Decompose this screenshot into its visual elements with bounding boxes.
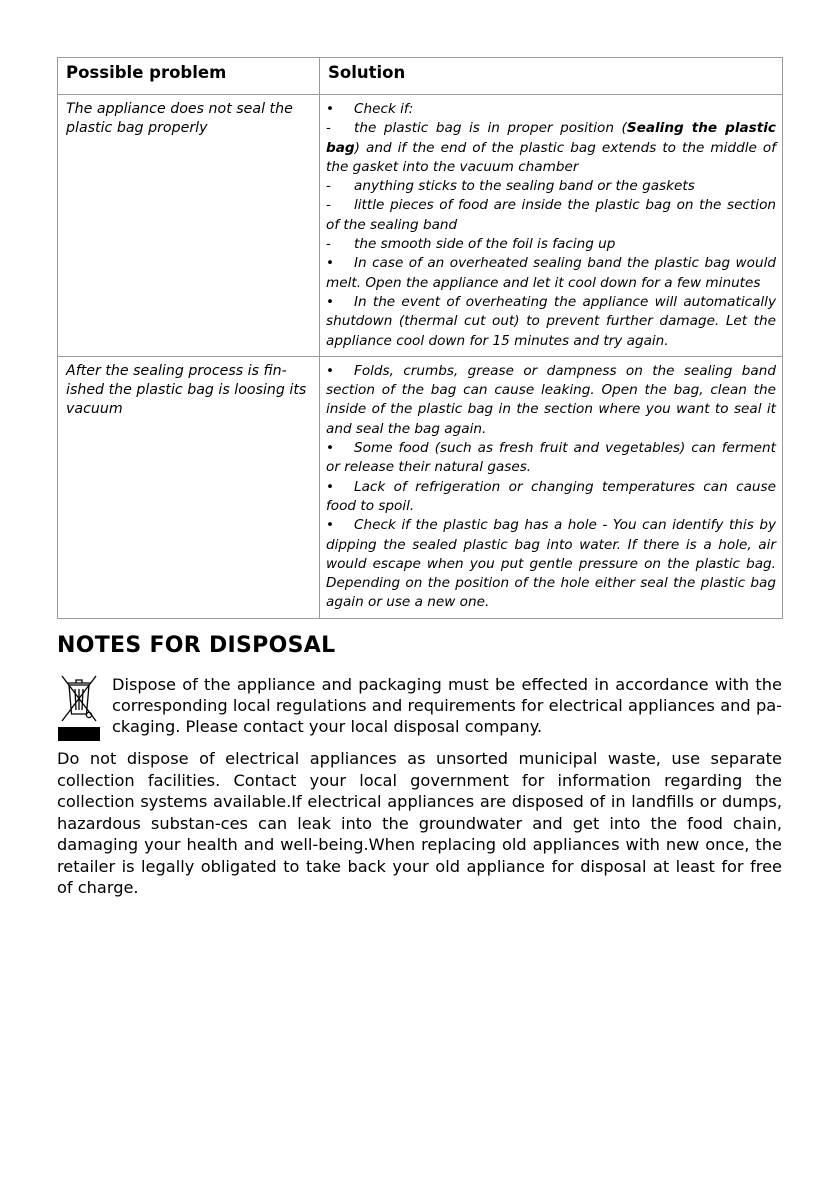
dash-marker: - — [326, 178, 331, 195]
solution-item: • Some food (such as fresh fruit and vegetables) can ferment or release their natural gases. — [326, 440, 776, 476]
solution-item: - the smooth side of the foil is facing up — [326, 235, 776, 254]
dash-marker: - — [326, 197, 331, 214]
solution-cell — [320, 95, 783, 357]
solution-item: • Check if the plastic bag has a hole - You can identify this by dipping the sealed plastic bag into water. If there is a hole, air would escape when you put gentle pressure on the plastic bag. Depending on the position of the hole either seal the plastic bag again or use a new one. — [326, 517, 776, 611]
troubleshooting-table — [57, 57, 783, 619]
table-row — [58, 95, 783, 357]
table-row — [58, 356, 783, 618]
header-possible-problem: Possible problem — [58, 58, 320, 95]
solution-item: • In the event of overheating the appliance will automatically shutdown (thermal cut out) to prevent further damage. Let the appliance cool down for 15 minutes and try again. — [326, 293, 776, 349]
table-header-row — [58, 58, 783, 95]
disposal-details: Do not dispose of electrical appliances as unsorted municipal waste, use separate collection facilities. Contact your local government for information regarding the collection systems available.If electrical appliances are disposed of in landfills or dumps, hazardous substan-ces can leak into the groundwater and get into the food chain, damaging your health and well-being.When replacing old appliances with new once, the retailer is legally obligated to take back your old appliance for disposal at least for free of charge. — [57, 749, 782, 897]
solution-item: • Lack of refrigeration or changing temperatures can cause food to spoil. — [326, 478, 776, 514]
header-solution: Solution — [320, 58, 783, 95]
solution-item: • In case of an overheated sealing band the plastic bag would melt. Open the appliance and let it cool down for a few minutes — [326, 255, 776, 291]
dash-marker: - — [326, 120, 331, 137]
bullet-marker: • — [326, 293, 335, 310]
disposal-instruction: Dispose of the appliance and packaging must be effected in accordance with the corresponding local regulations and requirements for electrical appliances and pa-ckaging. Please contact your local disposal company. — [112, 675, 782, 736]
bullet-marker: • — [326, 440, 335, 457]
bullet-marker: • — [326, 101, 335, 117]
solution-cell — [320, 356, 783, 618]
problem-cell: The appliance does not seal the plastic bag properly — [58, 95, 320, 357]
solution-item: • Check if: — [326, 100, 776, 119]
problem-cell: After the sealing process is fin-ished the plastic bag is loosing its vacuum — [58, 356, 320, 618]
dash-marker: - — [326, 236, 331, 253]
bullet-marker: • — [326, 517, 335, 534]
bullet-marker: • — [326, 362, 335, 379]
solution-item: - the plastic bag is in proper position (Sealing the plastic bag) and if the end of the plastic bag extends to the middle of the gasket into the vacuum chamber — [326, 120, 776, 175]
crossed-out-wheelie-bin-icon — [56, 670, 102, 742]
solution-item: - little pieces of food are inside the plastic bag on the section of the sealing band — [326, 197, 776, 233]
disposal-heading: NOTES FOR DISPOSAL — [57, 633, 336, 658]
solution-item: • Folds, crumbs, grease or dampness on the sealing band section of the bag can cause leaking. Open the bag, clean the inside of the plastic bag in the section where you want to seal it and seal the bag again. — [326, 362, 776, 437]
bullet-marker: • — [326, 478, 335, 495]
solution-item: - anything sticks to the sealing band or the gaskets — [326, 177, 776, 196]
bullet-marker: • — [326, 255, 335, 272]
section-reference: Sealing the plastic bag — [326, 120, 776, 156]
